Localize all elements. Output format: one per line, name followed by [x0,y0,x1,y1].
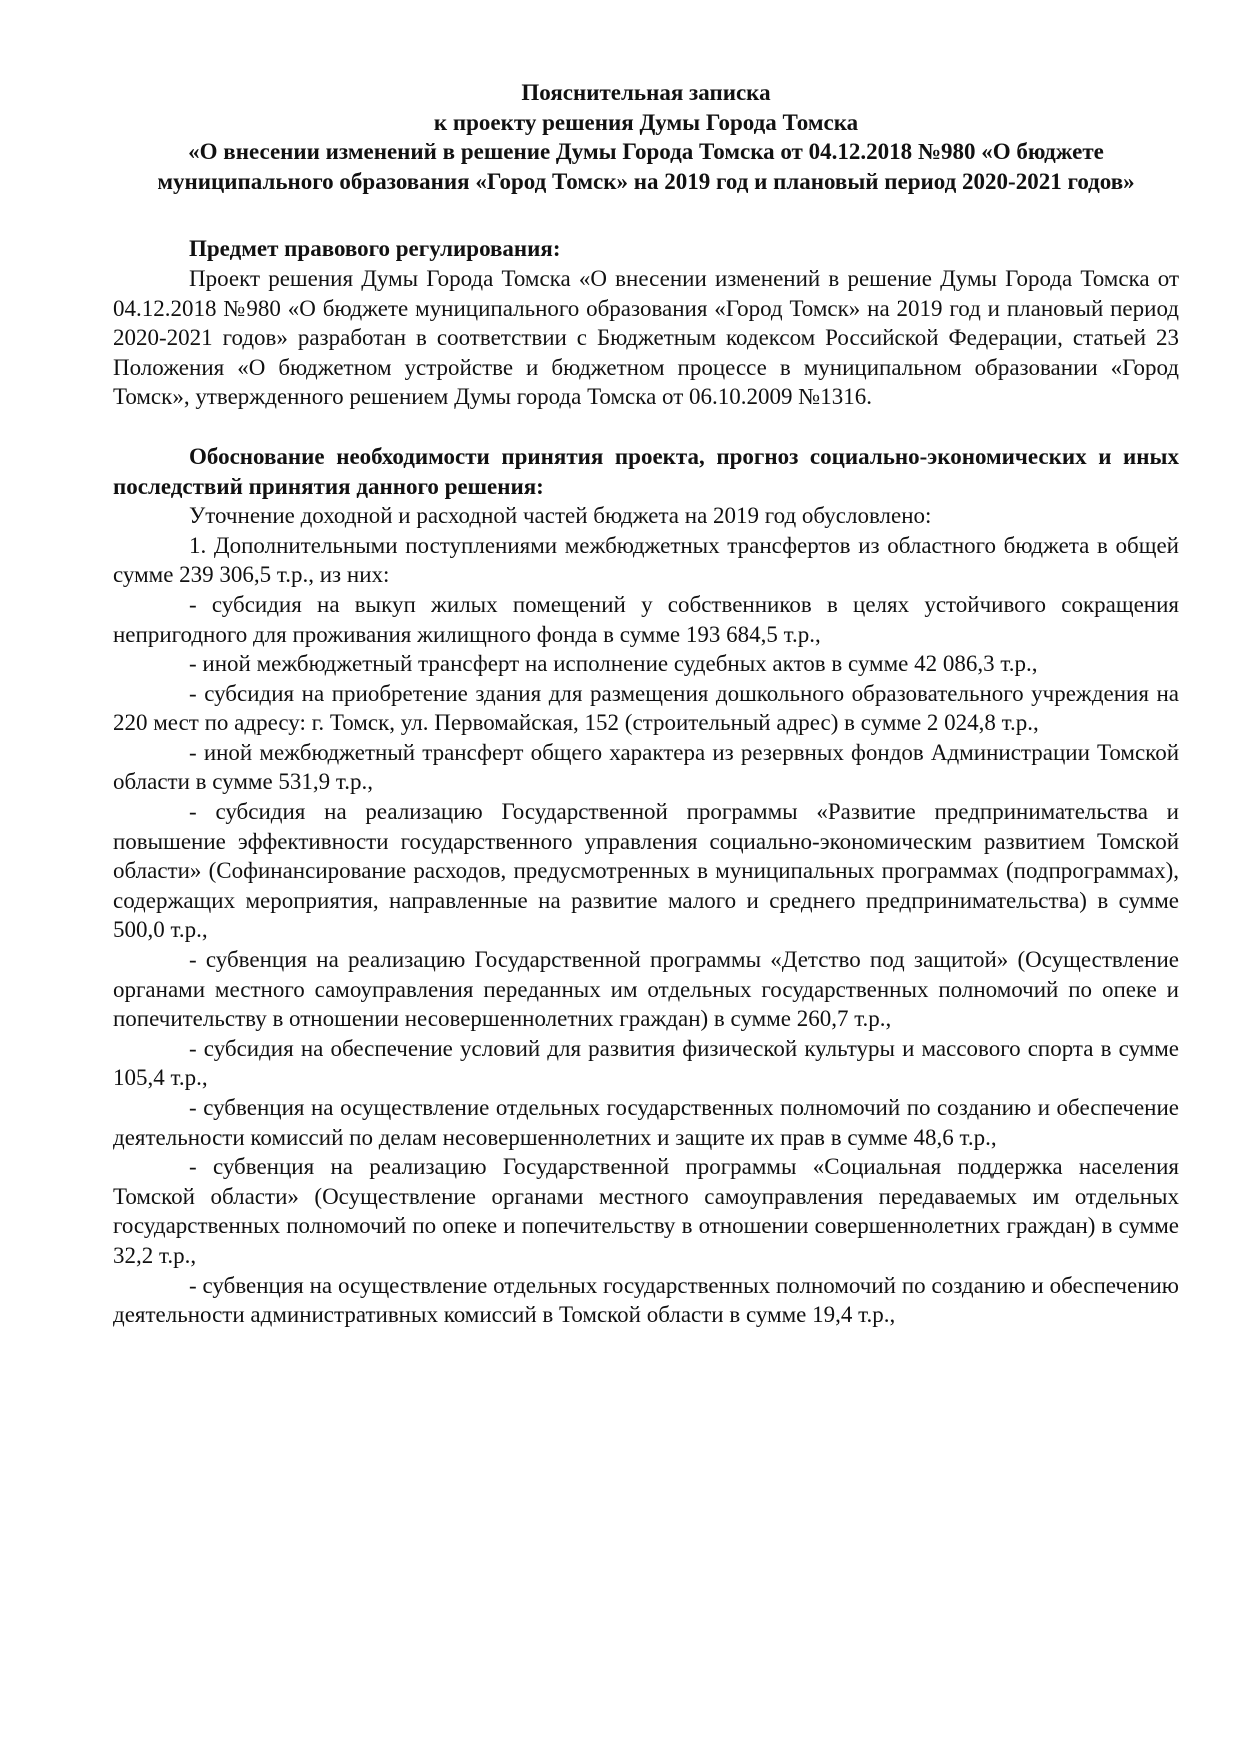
list-item: - субсидия на выкуп жилых помещений у собственников в целях устойчивого сокращения непригодного для проживания жилищного фонда в сумме 193 684,5 т.р., [113,591,1179,647]
document-title [113,78,1179,196]
title-line-2: к проекту решения Думы Города Томска [433,109,859,135]
section-heading-subject: Предмет правового регулирования: [189,236,561,262]
title-line-3: «О внесении изменений в решение Думы Города Томска от 04.12.2018 №980 «О бюджете муниципального образования «Город Томск» на 2019 год и плановый период 2020-2021 годов» [157,139,1135,194]
list-item: - субвенция на осуществление отдельных государственных полномочий по созданию и обеспечение деятельности комиссий по делам несовершеннолетних и защите их прав в сумме 48,6 т.р., [113,1095,1179,1150]
title-line-1: Пояснительная записка [521,80,771,105]
spacer [113,412,1179,442]
list-item: - субсидия на реализацию Государственной программы «Развитие предпринимательства и повышение эффективности государственного управления социально-экономическим развитием Томской области» (Софинансирование расходов, предусмотренных в муниципальных программах (подпрограммах), содержащих мероприятия, направленные на развитие малого и среднего предпринимательства) в сумме 500,0 т.р., [113,799,1179,943]
list-item: - субвенция на реализацию Государственной программы «Детство под защитой» (Осуществление органами местного самоуправления переданных им отдельных государственных полномочий по опеке и попечительству в отношении несовершеннолетних граждан) в сумме 260,7 т.р., [113,947,1179,1032]
list-item: - субвенция на реализацию Государственной программы «Социальная поддержка населения Томской области» (Осуществление органами местного самоуправления передаваемых им отдельных государственных полномочий по опеке и попечительству в отношении совершеннолетних граждан) в сумме 32,2 т.р., [113,1154,1179,1268]
point-1: 1. Дополнительными поступлениями межбюджетных трансфертов из областного бюджета в общей сумме 239 306,5 т.р., из них: [113,532,1179,588]
list-item: - субвенция на осуществление отдельных государственных полномочий по созданию и обеспечению деятельности административных комиссий в Томской области в сумме 19,4 т.р., [113,1272,1179,1328]
list-item: - иной межбюджетный трансферт на исполнение судебных актов в сумме 42 086,3 т.р., [189,651,1038,677]
section-intro: Уточнение доходной и расходной частей бюджета на 2019 год обусловлено: [189,503,932,529]
document-page [113,78,1179,1330]
list-item: - иной межбюджетный трансферт общего характера из резервных фондов Администрации Томской области в сумме 531,9 т.р., [113,739,1179,795]
section-heading-justification: Обоснование необходимости принятия проекта, прогноз социально-экономических и иных последствий принятия данного решения: [113,443,1179,499]
spacer [113,196,1179,234]
list-item: - субсидия на обеспечение условий для развития физической культуры и массового спорта в сумме 105,4 т.р., [113,1035,1179,1091]
list-item: - субсидия на приобретение здания для размещения дошкольного образовательного учреждения на 220 мест по адресу: г. Томск, ул. Первомайская, 152 (строительный адрес) в сумме 2 024,8 т.р., [113,680,1179,736]
section-text-subject: Проект решения Думы Города Томска «О внесении изменений в решение Думы Города Томска от 04.12.2018 №980 «О бюджете муниципального образования «Город Томск» на 2019 год и плановый период 2020-2021 годов» разработан в соответствии с Бюджетным кодексом Российской Федерации, статьей 23 Положения «О бюджетном устройстве и бюджетном процессе в муниципальном образовании «Город Томск», утвержденного решением Думы города Томска от 06.10.2009 №1316. [113,265,1179,410]
